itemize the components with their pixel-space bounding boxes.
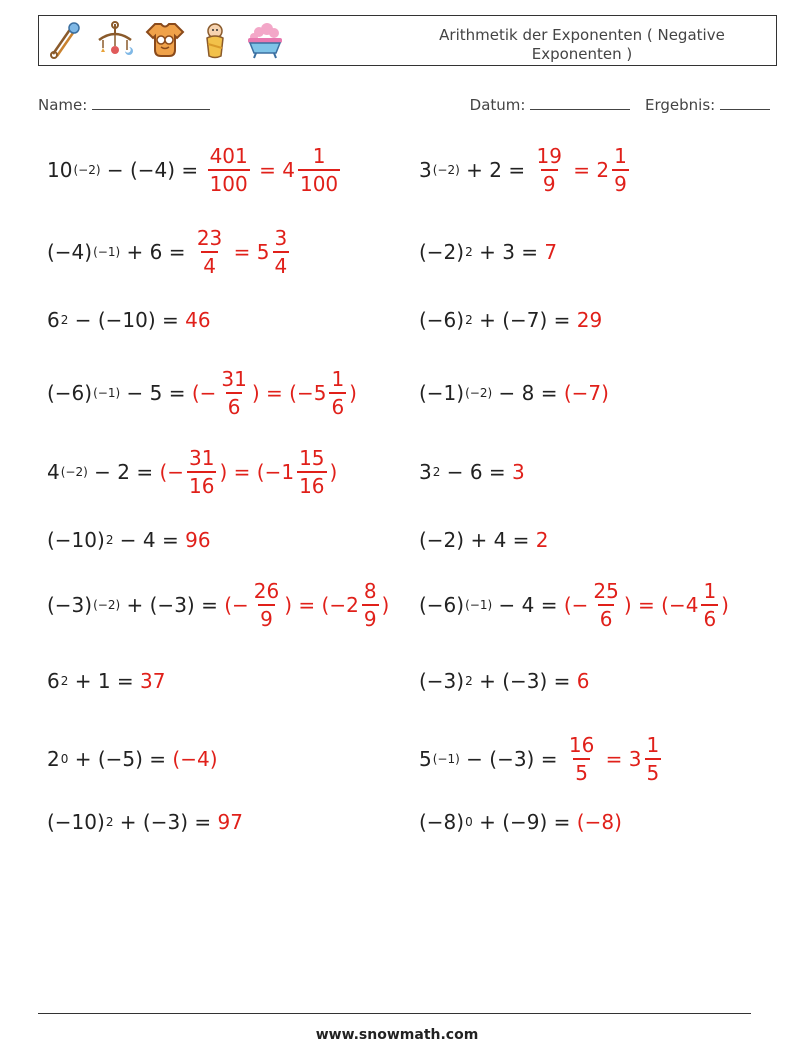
answer [577,810,622,834]
answer [185,308,210,332]
answer [536,528,549,552]
answer [512,460,525,484]
problem-item [47,579,390,631]
mixed-whole: 4 [685,593,699,617]
date-blank[interactable] [530,95,630,110]
answer [224,581,389,629]
answer [192,228,292,276]
problem-operation: + (−3) = [113,810,218,834]
problem-operation: − 5 = [120,381,192,405]
mixed-whole: 1 [281,460,295,484]
fraction-denominator: 9 [258,604,275,629]
problem-item [47,144,343,196]
fraction-numerator: 1 [331,367,345,391]
problem-base: (−8) [419,810,465,834]
answer-equals: = [252,158,283,182]
date-label: Datum: [469,96,526,114]
problem-operation: − (−10) = [68,308,186,332]
answer-paren: (− [321,593,347,617]
problem-base: 2 [47,747,60,771]
problem-item [47,518,211,562]
answer-equals: = [599,747,629,771]
problem-item [47,737,218,781]
problem-base: (−6) [419,308,465,332]
answer-value: 37 [140,669,166,693]
fraction-denominator: 100 [208,169,250,194]
fraction-denominator: 4 [273,251,290,276]
answer [205,146,344,194]
problem-base: (−2) [419,240,465,264]
fraction-numerator: 1 [703,579,717,603]
footer-divider [38,1013,751,1014]
problem-exponent: (−2) [60,465,88,479]
fraction-numerator: 31 [221,367,247,391]
header-icons [45,20,285,60]
mixed-whole: 3 [628,747,642,771]
fraction-numerator: 23 [196,226,223,250]
problem-base: (−3) [47,593,93,617]
fraction-denominator: 16 [187,471,216,496]
bath-tub-icon [245,20,285,60]
answer-value: 29 [576,308,603,332]
problem-operation: − 6 = [440,460,513,484]
fraction [298,146,340,194]
answer-value: 96 [185,528,211,552]
answer-paren: ) [623,593,632,617]
page-title: Arithmetik der Exponenten ( Negative Exponenten ) [439,26,725,63]
problem-item [47,659,166,703]
fraction [219,369,248,417]
fraction-numerator: 15 [299,446,325,470]
answer-paren: (− [661,593,686,617]
fraction [567,735,596,783]
problem-base: (−6) [47,381,93,405]
problem-operation: + 4 = [464,528,536,552]
fraction [297,448,326,496]
problem-base: (−3) [419,669,465,693]
answer [218,810,243,834]
safety-pin-icon [45,20,85,60]
answer-value: 46 [185,308,211,332]
problem-item [419,733,664,785]
fraction-denominator: 9 [541,169,558,194]
fraction-denominator: 100 [298,169,340,194]
problem-exponent: 2 [105,815,114,829]
problem-operation: + 2 = [459,158,532,182]
fraction-numerator: 16 [568,733,595,757]
fraction [701,581,718,629]
answer-value: 6 [576,669,590,693]
fraction-numerator: 8 [363,579,377,603]
fraction-denominator: 5 [573,758,590,783]
fraction-numerator: 1 [312,144,326,168]
fraction [252,581,281,629]
fraction-denominator: 6 [701,604,718,629]
problem-exponent: 2 [105,533,114,547]
problem-exponent: (−1) [465,598,493,612]
answer-paren: (− [224,593,249,617]
answer [185,528,210,552]
answer-paren: ) [219,460,228,484]
fraction [273,228,290,276]
answer-equals: = [631,593,662,617]
answer-paren: ) [251,381,260,405]
answer-paren: ) [329,460,338,484]
problem-exponent: (−1) [432,752,460,766]
problem-exponent: 2 [465,313,473,327]
answer-value: 97 [217,810,243,834]
problem-item [47,446,338,498]
problem-operation: − 4 = [113,528,186,552]
result-label: Ergebnis: [645,96,716,114]
problem-item [47,298,211,342]
mixed-whole: 2 [596,158,610,182]
fraction [645,735,662,783]
problem-base: (−10) [47,528,105,552]
answer-paren: (− [159,460,185,484]
answer [564,381,609,405]
problem-base: 6 [47,669,60,693]
problem-item [419,518,549,562]
answer-paren: (− [563,593,589,617]
fraction-numerator: 19 [536,144,562,168]
problem-base: 10 [47,158,73,182]
fraction [187,448,216,496]
problem-item [47,800,243,844]
problem-base: 4 [47,460,60,484]
problem-item [47,226,292,278]
answer-equals: = [292,593,322,617]
name-label: Name: [38,96,88,114]
fraction-denominator: 16 [297,471,326,496]
onesie-icon [145,20,185,60]
problem-base: 3 [419,158,432,182]
problem-base: (−2) [419,528,465,552]
answer [172,747,217,771]
fraction [195,228,224,276]
problem-operation: − (−4) = [100,158,205,182]
answer-paren: ) [381,593,390,617]
answer-paren: (− [289,381,314,405]
fraction-numerator: 401 [209,144,248,168]
problem-operation: + 3 = [472,240,545,264]
answer-value: 7 [544,240,558,264]
fraction [534,146,563,194]
problem-operation: + (−3) = [120,593,225,617]
header-box [38,15,777,66]
mixed-whole: 4 [282,158,295,182]
fraction-numerator: 31 [189,446,215,470]
answer-paren: (− [256,460,282,484]
problem-exponent: 0 [60,752,69,766]
problem-item [419,298,602,342]
answer [564,735,664,783]
answer-paren: ) [284,593,293,617]
answer-equals: = [227,240,257,264]
problem-item [419,579,729,631]
fraction-numerator: 25 [593,579,619,603]
problem-base: (−1) [419,381,465,405]
answer [544,240,557,264]
result-blank[interactable] [720,95,770,110]
fraction [329,369,346,417]
problem-exponent: (−2) [465,386,493,400]
answer-value: (−8) [576,810,622,834]
fraction-numerator: 1 [614,144,627,168]
answer [159,448,337,496]
fraction [208,146,250,194]
answer [577,669,590,693]
fraction-numerator: 26 [253,579,280,603]
problem-operation: − (−3) = [459,747,564,771]
fraction-denominator: 9 [612,169,629,194]
problem-operation: + (−9) = [472,810,577,834]
problem-base: (−4) [47,240,93,264]
answer [564,581,729,629]
answer [577,308,602,332]
answer-value: (−4) [172,747,218,771]
answer [531,146,631,194]
problem-exponent: (−2) [93,598,121,612]
fraction-denominator: 5 [645,758,662,783]
fraction-denominator: 6 [598,604,615,629]
fraction-denominator: 4 [201,251,218,276]
answer-equals: = [227,460,257,484]
fraction-denominator: 9 [362,604,379,629]
fraction-denominator: 6 [226,392,243,417]
problem-base: 6 [47,308,60,332]
problem-operation: − 2 = [87,460,160,484]
date-result-fields [470,95,770,114]
answer-value: (−7) [563,381,609,405]
answer [192,369,357,417]
problem-exponent: 2 [465,245,473,259]
problem-item [419,659,590,703]
problem-exponent: 2 [60,313,69,327]
problem-exponent: (−1) [93,386,121,400]
problem-base: 5 [419,747,432,771]
problem-exponent: (−2) [73,163,101,177]
problem-exponent: 2 [465,674,473,688]
problem-item [47,367,357,419]
problem-item [419,800,622,844]
problem-base: (−6) [419,593,465,617]
answer-equals: = [566,158,597,182]
problem-base: (−10) [47,810,105,834]
problem-item [419,450,525,494]
fraction-numerator: 1 [646,733,660,757]
problem-operation: − 8 = [492,381,564,405]
answer-paren: ) [721,593,729,617]
problem-item [419,144,632,196]
fraction-denominator: 6 [329,392,346,417]
problem-item [419,371,609,415]
answer-paren: ) [349,381,357,405]
problem-exponent: (−1) [93,245,121,259]
mixed-whole: 5 [256,240,270,264]
mixed-whole: 5 [313,381,327,405]
baby-mobile-icon [95,20,135,60]
fraction-numerator: 3 [274,226,288,250]
name-blank[interactable] [92,95,210,110]
answer [140,669,165,693]
answer-equals: = [259,381,290,405]
swaddled-baby-icon [195,20,235,60]
problem-operation: + (−5) = [68,747,173,771]
problem-item [419,230,557,274]
problem-operation: − 4 = [492,593,564,617]
problem-exponent: 2 [60,674,69,688]
problem-exponent: 0 [465,815,473,829]
problem-operation: + (−7) = [472,308,577,332]
problem-exponent: 2 [432,465,441,479]
mixed-whole: 2 [346,593,359,617]
problem-operation: + 6 = [120,240,192,264]
footer-url: www.snowmath.com [315,1027,479,1043]
name-field [38,95,210,114]
fraction [362,581,379,629]
problem-operation: + 1 = [68,669,141,693]
fraction [612,146,629,194]
answer-paren: (− [191,381,217,405]
fraction [591,581,620,629]
answer-value: 3 [512,460,525,484]
problem-operation: + (−3) = [472,669,577,693]
answer-value: 2 [535,528,549,552]
problem-base: 3 [419,460,432,484]
problem-exponent: (−2) [432,163,460,177]
